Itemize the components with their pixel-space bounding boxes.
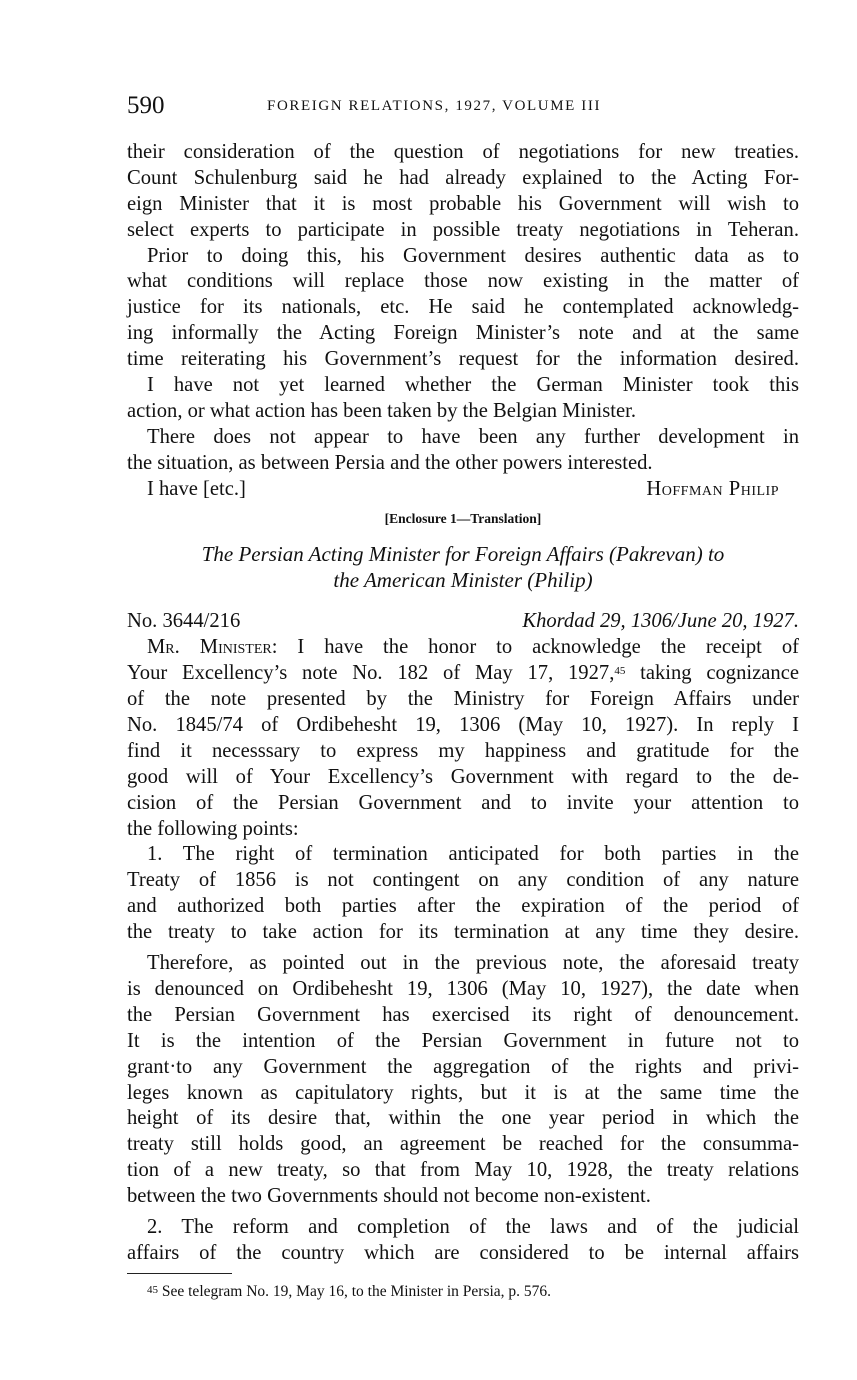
text-line: Therefore, as pointed out in the previous note, the aforesaid treaty xyxy=(147,952,799,975)
text-line: what conditions will replace those now existing in the matter of xyxy=(127,270,799,293)
text-line: grant·to any Government the aggregation of the rights and privi- xyxy=(127,1055,799,1078)
footnote xyxy=(147,1282,551,1302)
text-line: is denounced on Ordibehesht 19, 1306 (May 10, 1927), the date when xyxy=(127,977,799,1000)
enclosure-label: [Enclosure 1—Translation] xyxy=(384,511,542,527)
running-head: FOREIGN RELATIONS, 1927, VOLUME III xyxy=(267,98,602,114)
document-title xyxy=(127,541,799,593)
footnote-divider xyxy=(127,1273,232,1274)
document-number: No. 3644/216 xyxy=(127,610,241,633)
text-line: tion of a new treaty, so that from May 10, 1928, the treaty relations xyxy=(127,1159,799,1182)
salutation-label: Mr. Minister: xyxy=(147,636,278,659)
text-line: treaty still holds good, an agreement be reached for the consumma- xyxy=(127,1133,799,1156)
paragraph-german-minister xyxy=(127,373,799,425)
title-line: the American Minister (Philip) xyxy=(333,568,593,593)
text-line: good will of Your Excellency’s Government with regard to the de- xyxy=(127,765,799,788)
text-line: Treaty of 1856 is not contingent on any condition of any nature xyxy=(127,869,799,892)
text-line: affairs of the country which are considered to be internal affairs xyxy=(127,1241,799,1264)
text-line: height of its desire that, within the one year period in which the xyxy=(127,1107,799,1130)
paragraph-continuation xyxy=(127,140,799,244)
page-number: 590 xyxy=(127,92,165,119)
text-line: Prior to doing this, his Government desires authentic data as to xyxy=(147,244,799,267)
text-line: No. 1845/74 of Ordibehesht 19, 1306 (May 10, 1927). In reply I xyxy=(127,714,799,737)
text-line: eign Minister that it is most probable his Government will wish to xyxy=(127,192,799,215)
text-line: the Persian Government has exercised its right of denouncement. xyxy=(127,1003,799,1026)
text-line: the following points: xyxy=(127,817,299,840)
text-line: action, or what action has been taken by the Belgian Minister. xyxy=(127,399,636,422)
text-line: 2. The reform and completion of the laws and of the judicial xyxy=(147,1215,799,1238)
paragraph-salutation xyxy=(127,635,799,842)
point-1 xyxy=(127,842,799,946)
text-line: their consideration of the question of negotiations for new treaties. xyxy=(127,141,799,163)
page-header xyxy=(127,92,799,126)
text-line: Count Schulenburg said he had already explained to the Acting For- xyxy=(127,166,799,189)
text-line: leges known as capitulatory rights, but it is at the same time the xyxy=(127,1081,799,1104)
text-line xyxy=(127,661,799,687)
text-line: cision of the Persian Government and to invite your attention to xyxy=(127,791,799,814)
salutation-text: I have the honor to acknowledge the receipt of xyxy=(277,636,799,659)
text-line: the treaty to take action for its termination at any time they desire. xyxy=(127,921,799,944)
text-line: the situation, as between Persia and the other powers interested. xyxy=(127,451,653,474)
text-line xyxy=(127,635,799,661)
text-line: select experts to participate in possible treaty negotiations in Teheran. xyxy=(127,218,799,241)
footnote-text: See telegram No. 19, May 16, to the Minister in Persia, p. 576. xyxy=(158,1283,552,1300)
text-line: and authorized both parties after the expiration of the period of xyxy=(127,895,799,918)
text-line: 1. The right of termination anticipated for both parties in the xyxy=(147,843,799,866)
text-line: I have not yet learned whether the German Minister took this xyxy=(147,374,799,397)
paragraph-development xyxy=(127,425,799,477)
text-line: of the note presented by the Ministry for Foreign Affairs under xyxy=(127,688,799,711)
paragraph-prior xyxy=(127,244,799,373)
footnote-marker: 45 xyxy=(147,1284,158,1296)
text-fragment: Your Excellency’s note No. 182 of May 17, 1927, xyxy=(127,662,615,685)
text-fragment: taking cognizance xyxy=(625,662,799,685)
page-body xyxy=(127,140,799,1267)
text-line: ing informally the Acting Foreign Minister’s note and at the same xyxy=(127,322,799,345)
text-line: time reiterating his Government’s request for the information desired. xyxy=(127,348,799,371)
signature: Hoffman Philip xyxy=(646,477,779,500)
text-line: There does not appear to have been any further development in xyxy=(147,425,799,448)
closing-text: I have [etc.] xyxy=(147,477,246,500)
point-2 xyxy=(127,1215,799,1267)
text-line: between the two Governments should not become non-existent. xyxy=(127,1185,651,1208)
paragraph-therefore xyxy=(127,951,799,1210)
text-line: It is the intention of the Persian Government in future not to xyxy=(127,1029,799,1052)
title-line: The Persian Acting Minister for Foreign Affairs (Pakrevan) to xyxy=(201,542,725,567)
document-date: Khordad 29, 1306/June 20, 1927. xyxy=(522,610,799,633)
document-meta xyxy=(127,609,799,635)
closing-line xyxy=(127,477,799,503)
footnote-ref: 45 xyxy=(614,665,626,678)
text-line: justice for its nationals, etc. He said he contemplated acknowledg- xyxy=(127,296,799,319)
text-line: find it necesssary to express my happiness and gratitude for the xyxy=(127,739,799,762)
